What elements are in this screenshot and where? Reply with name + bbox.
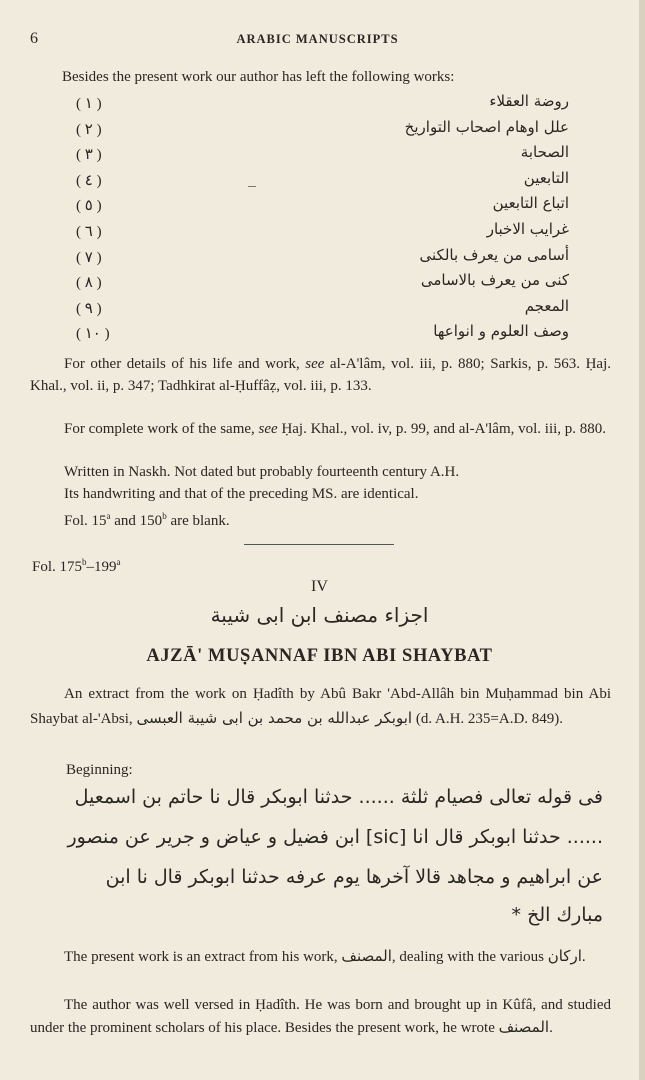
script-note: Written in Naskh. Not dated but probably fourteenth century A.H. [64, 464, 460, 480]
page-number: 6 [30, 30, 38, 47]
work-number: ( ٨ ) [76, 275, 102, 292]
work-item [66, 322, 569, 348]
work-title-arabic: غرايب الاخبار [486, 219, 569, 238]
beginning-line-3: عن ابراهيم و مجاهد قالا آخرها يوم عرفه حدثنا ابوبكر قال نا ابن [105, 866, 603, 888]
works-list [66, 92, 569, 348]
work-title-arabic: كنى من يعرف بالاسامى [420, 271, 569, 290]
beginning-line-4: مبارك الخ * [511, 904, 603, 926]
work-title-arabic: المعجم [524, 296, 569, 315]
details-paragraph-1: For other details of his life and work, see al-A'lâm, vol. iii, p. 880; Sarkis, p. 563. Ḥaj. Khal., vol. ii, p. 347; Tadhkirat al-Ḥuffâẓ, vol. iii, p. 133. [30, 356, 611, 394]
work-title-arabic: علل اوهام اصحاب التواريخ [404, 117, 569, 136]
work-number: ( ٢ ) [76, 121, 102, 138]
section-divider [244, 544, 394, 545]
entry-title-latin: AJZĀ' MUṢANNAF IBN ABI SHAYBAT [146, 646, 493, 666]
work-item [66, 220, 569, 246]
work-number: ( ٥ ) [76, 198, 102, 215]
entry-number: IV [311, 578, 328, 595]
handwriting-note: Its handwriting and that of the preceding MS. are identical. [64, 486, 419, 502]
entry-title-arabic: اجزاء مصنف ابن ابى شيبة [210, 603, 429, 627]
work-item [66, 297, 569, 323]
work-title-arabic: الصحابة [520, 143, 569, 162]
running-title: ARABIC MANUSCRIPTS [236, 32, 399, 46]
details-paragraph-2: For complete work of the same, see Ḥaj. Khal., vol. iv, p. 99, and al-A'lâm, vol. iii, p. 880. [64, 421, 607, 437]
work-item [66, 143, 569, 169]
folio-range: Fol. 175$^b$–199$^a$ [32, 557, 121, 575]
work-number: ( ٤ ) [76, 172, 102, 189]
work-item [66, 92, 569, 118]
work-title-arabic: روضة العقلاء [489, 92, 569, 110]
page-header [26, 30, 609, 52]
work-item [66, 271, 569, 297]
work-title-arabic: التابعين [523, 168, 569, 187]
work-number: ( ١ ) [76, 96, 102, 112]
work-number: ( ٦ ) [76, 223, 102, 240]
work-title-arabic: اتباع التابعين [492, 194, 569, 213]
beginning-line-1: فى قوله تعالى فصيام ثلثة ...... حدثنا ابوبكر قال نا حاتم بن اسمعيل [74, 786, 603, 808]
work-item [66, 246, 569, 272]
beginning-label: Beginning: [66, 762, 133, 778]
work-number: ( ١٠ ) [76, 326, 110, 343]
work-item [66, 118, 569, 144]
beginning-line-2: ...... حدثنا ابوبكر قال انا [sic] ابن فضيل و عياض و جرير عن منصور [67, 826, 603, 848]
work-number: ( ٣ ) [76, 147, 102, 164]
works-intro: Besides the present work our author has left the following works: [62, 69, 455, 85]
work-title-arabic: وصف العلوم و انواعها [433, 322, 569, 341]
closing-paragraph-1: The present work is an extract from his work, المصنف, dealing with the various اركان. [64, 947, 586, 965]
stray-mark [248, 186, 256, 187]
work-number: ( ٧ ) [76, 249, 102, 266]
entry-description: An extract from the work on Ḥadîth by Abû Bakr 'Abd-Allâh bin Muḥammad bin Abi Shaybat al-'Absi, ابوبكر عبدالله بن محمد بن ابى شيبة العبسى (d. A.H. 235=A.D. 849). [30, 686, 611, 727]
blank-folios-note: Fol. 15$^a$ and 150$^b$ are blank. [64, 511, 230, 529]
work-title-arabic: أسامى من يعرف بالكنى [419, 245, 569, 264]
closing-paragraph-2: The author was well versed in Ḥadîth. He was born and brought up in Kûfâ, and studied under the prominent scholars of his place. Besides the present work, he wrote المصنف. [30, 997, 611, 1036]
work-item [66, 169, 569, 195]
work-number: ( ٩ ) [76, 300, 102, 317]
work-item [66, 194, 569, 220]
